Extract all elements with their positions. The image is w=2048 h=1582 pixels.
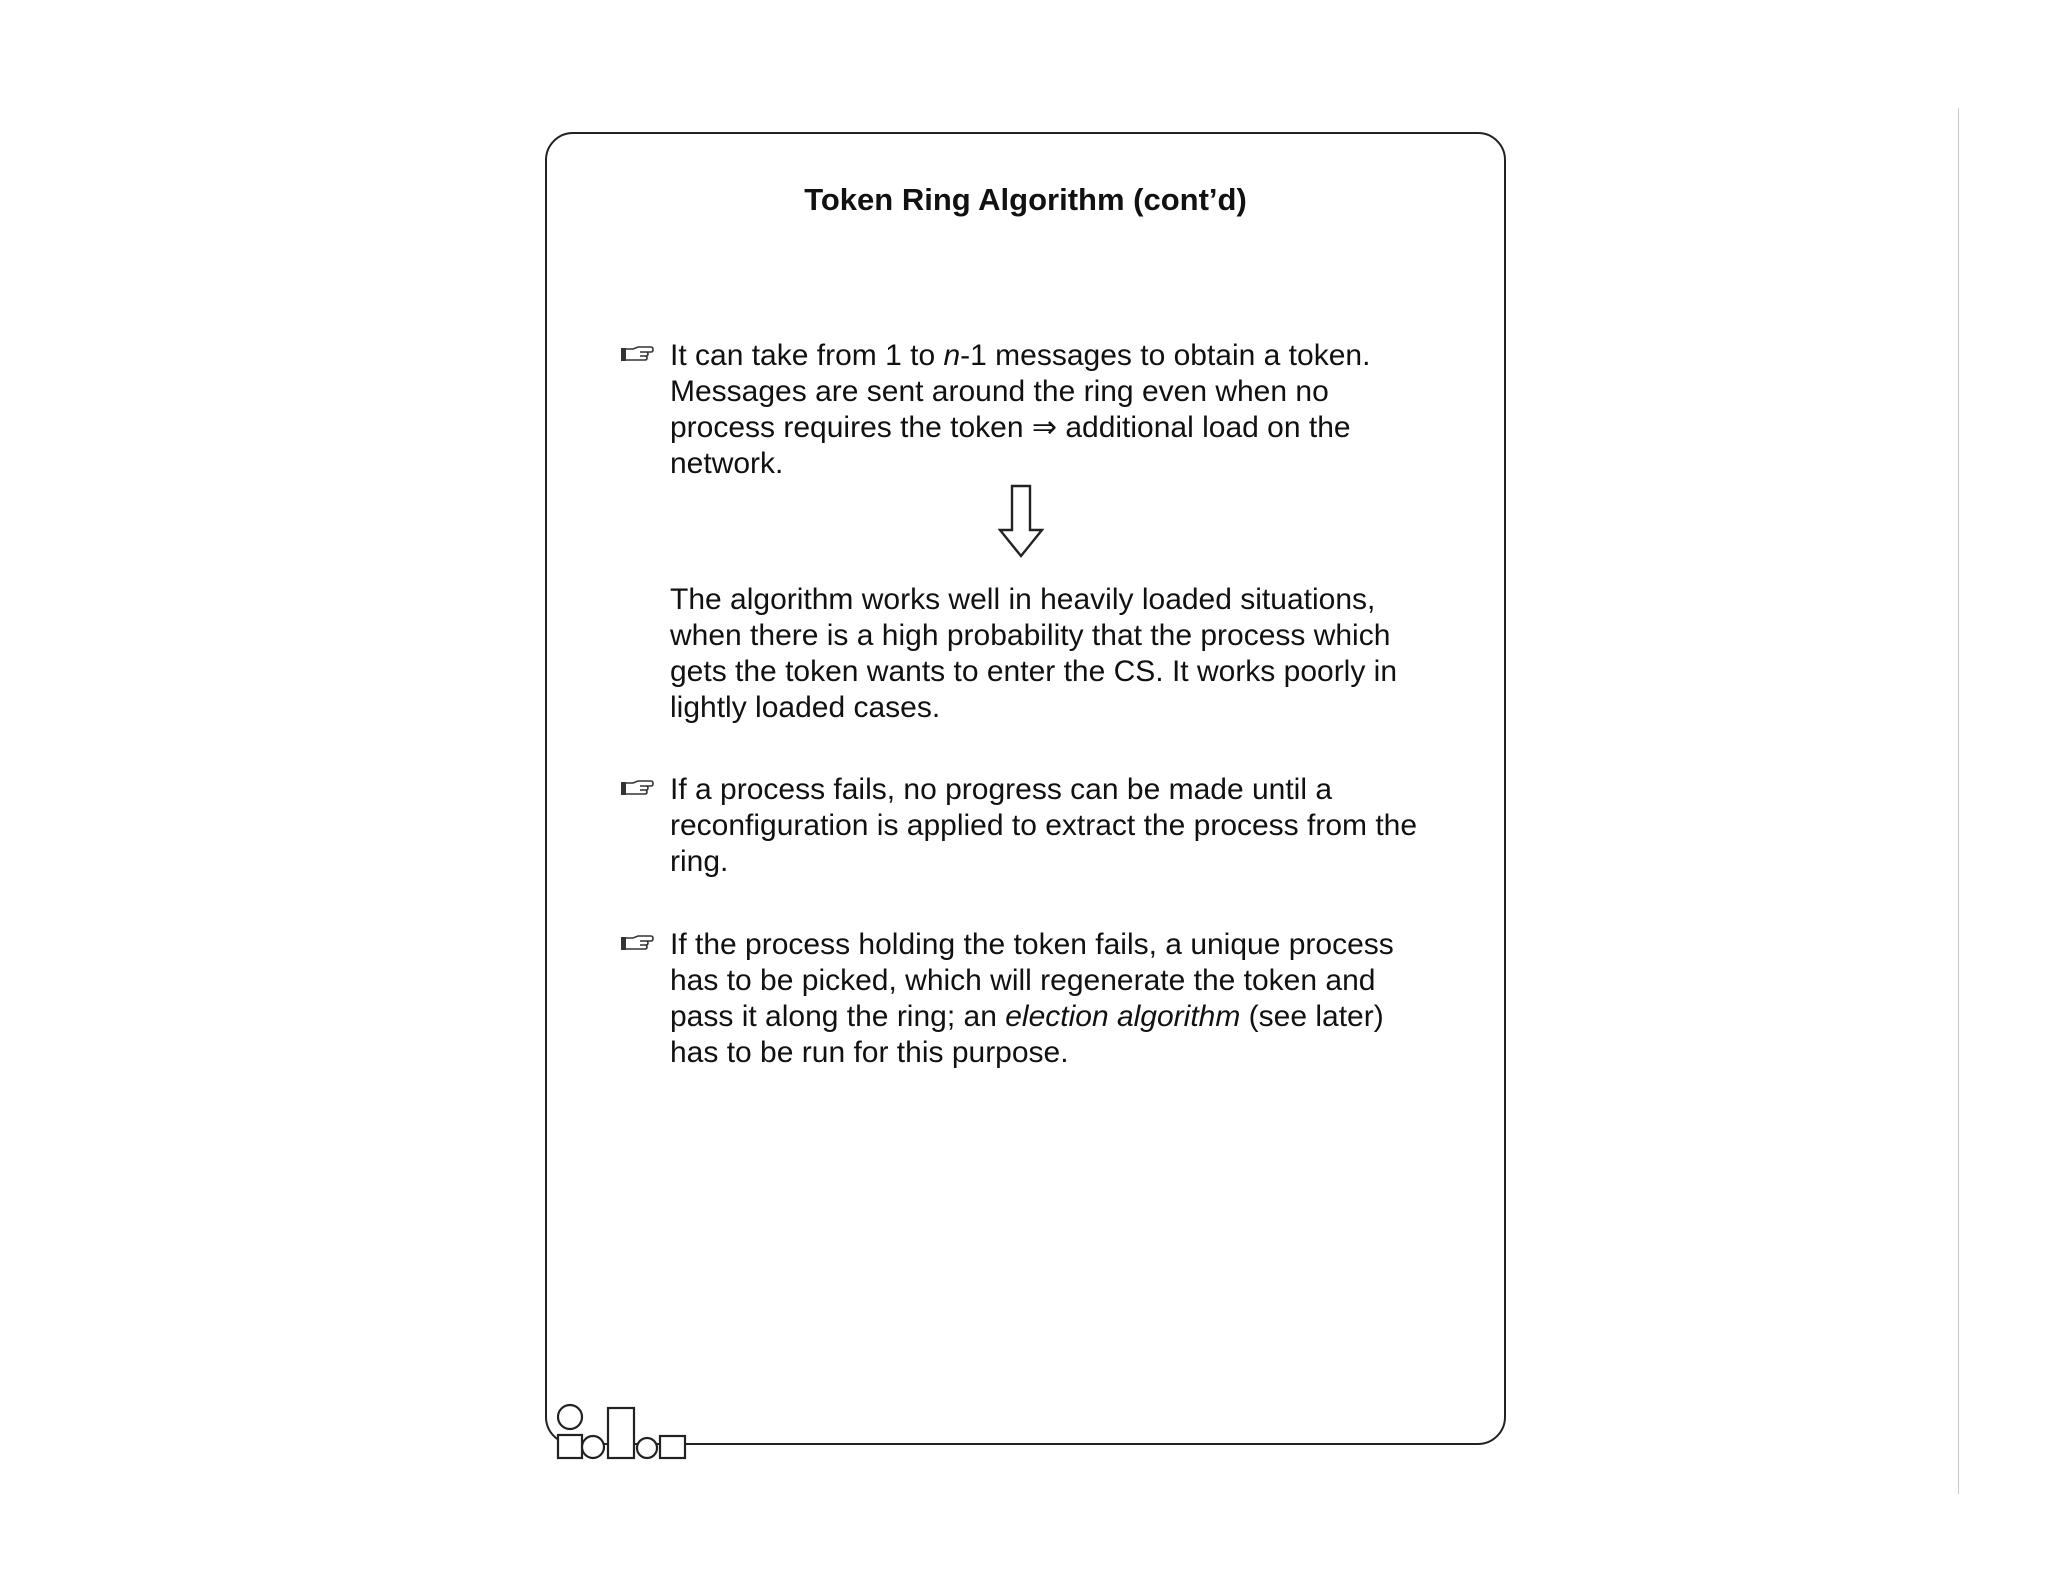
- text-run: The algorithm works well in heavily loaded situations, when there is a high probability that the process which gets the token wants to enter the CS. It works poorly in lightly loaded cases.: [670, 583, 1406, 724]
- pointing-hand-icon: [620, 342, 654, 366]
- bullet-text-1: [670, 338, 1440, 482]
- down-arrow-icon: [998, 484, 1044, 558]
- shapes-logo-icon: [552, 1402, 690, 1460]
- text-run: It can take from 1 to: [670, 339, 944, 372]
- text-run: If the process holding the token fails, a unique process has to be picked, which will regenerate the token and pass it along the ring; an: [670, 928, 1403, 1033]
- conclusion-text: [670, 582, 1440, 726]
- page-edge-line: [1958, 108, 1959, 1494]
- bullet-text-2: [670, 772, 1440, 880]
- bullet-text-3: [670, 927, 1440, 1071]
- text-run-italic: election algorithm: [1005, 1000, 1241, 1033]
- text-run: (see later) has to be run for this purpose.: [670, 1000, 1393, 1069]
- slide-title: Token Ring Algorithm (cont’d): [804, 182, 1247, 217]
- pointing-hand-icon: [620, 776, 654, 800]
- text-run: -1 messages to obtain a token. Messages are sent around the ring even when no process requires the token ⇒ additional load on the network.: [670, 339, 1379, 480]
- pointing-hand-icon: [620, 931, 654, 955]
- text-run-italic: n: [943, 339, 961, 372]
- text-run: If a process fails, no progress can be made until a reconfiguration is applied to extract the process from the ring.: [670, 773, 1426, 878]
